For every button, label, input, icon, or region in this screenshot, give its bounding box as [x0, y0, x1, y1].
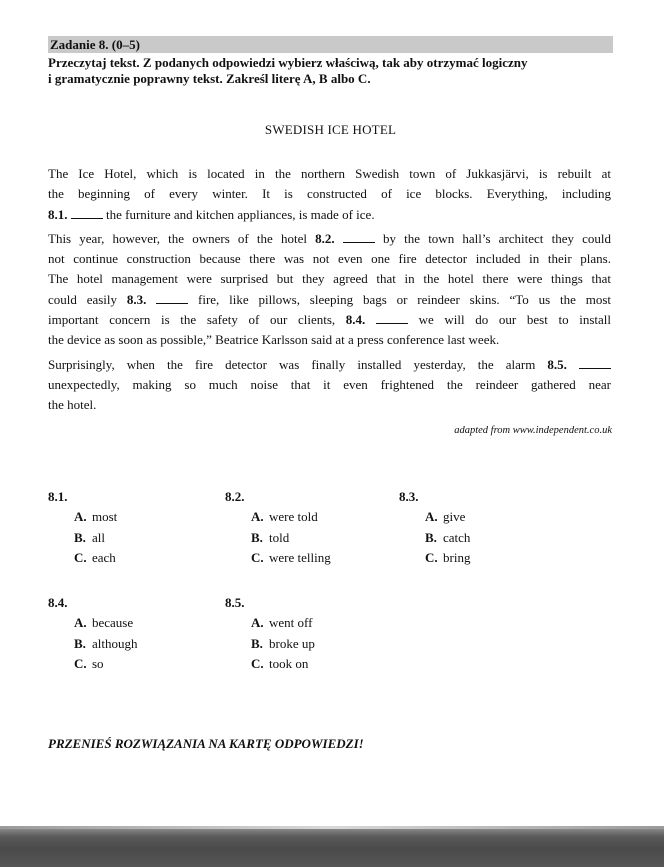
option-letter: C. [74, 550, 87, 565]
question-number: 8.1. [48, 489, 68, 504]
paragraph-1 [48, 164, 611, 225]
passage-line [48, 310, 611, 330]
paragraph-2 [48, 229, 611, 351]
answer-option[interactable] [425, 548, 470, 569]
passage-line [48, 205, 611, 225]
passage-line [48, 229, 611, 249]
question-8-4 [48, 593, 138, 675]
option-text: most [92, 509, 118, 524]
passage-line: The hotel management were surprised but they agreed that in the hotel there were things that [48, 271, 611, 287]
question-number: 8.3. [399, 489, 419, 504]
passage-line [48, 290, 611, 310]
option-letter: C. [251, 656, 264, 671]
answer-option[interactable] [425, 507, 470, 528]
answer-option[interactable] [74, 528, 117, 549]
answer-option[interactable] [251, 548, 331, 569]
gap-label: 8.5. [547, 356, 567, 372]
answer-blank [71, 207, 103, 219]
option-letter: B. [74, 635, 86, 651]
option-text: because [92, 615, 134, 630]
passage-line: the beginning of every winter. It is constructed of ice blocks. Everything, including [48, 186, 611, 202]
question-8-5 [225, 593, 315, 675]
option-letter: A. [74, 509, 87, 524]
passage-line: not continue construction because there was not even one fire detector included in their plans. [48, 251, 611, 267]
answer-blank [156, 292, 188, 304]
answer-option[interactable] [74, 507, 117, 528]
passage-line: The Ice Hotel, which is located in the northern Swedish town of Jukkasjärvi, is rebuilt at [48, 166, 611, 181]
question-number: 8.4. [48, 595, 68, 610]
passage-text: could easily [48, 291, 118, 307]
gap-label: 8.4. [345, 312, 366, 328]
passage-text: the furniture and kitchen appliances, is made of ice. [106, 206, 375, 222]
transfer-answers-note: PRZENIEŚ ROZWIĄZANIA NA KARTĘ ODPOWIEDZI! [48, 736, 364, 751]
answer-option[interactable] [251, 528, 331, 549]
question-number: 8.5. [225, 595, 245, 610]
answer-option[interactable] [251, 507, 331, 528]
question-8-1 [48, 487, 117, 569]
option-letter: B. [425, 529, 437, 545]
option-text: each [92, 550, 116, 565]
answer-blank [579, 357, 611, 369]
task-instructions [48, 55, 618, 87]
option-text: told [269, 529, 290, 545]
answer-option[interactable] [74, 548, 117, 569]
passage-line [48, 355, 611, 375]
answer-option[interactable] [251, 613, 315, 634]
option-text: give [443, 509, 466, 524]
option-text: bring [443, 550, 471, 565]
task-header-bar [48, 36, 613, 53]
answer-option[interactable] [425, 528, 470, 549]
answer-option[interactable] [251, 634, 315, 655]
option-letter: A. [425, 509, 438, 524]
passage-text: Surprisingly, when the fire detector was finally installed yesterday, the alarm [48, 356, 536, 372]
gap-label: 8.1. [48, 206, 68, 222]
gap-label: 8.3. [126, 291, 147, 307]
passage-text: we will do our best to install [418, 312, 612, 328]
paragraph-3 [48, 355, 611, 416]
option-letter: C. [425, 550, 438, 565]
instruction-line: i gramatycznie poprawny tekst. Zakreśl literę A, B albo C. [48, 71, 371, 86]
passage-line: unexpectedly, making so much noise that it even frightened the reindeer gathered near [48, 376, 611, 392]
instruction-line: Przeczytaj tekst. Z podanych odpowiedzi wybierz właściwą, tak aby otrzymać logiczny [48, 55, 528, 70]
answer-option[interactable] [74, 613, 138, 634]
passage-line: the device as soon as possible,” Beatrice Karlsson said at a press conference last week. [48, 332, 500, 348]
option-letter: B. [251, 635, 263, 651]
option-text: all [92, 529, 105, 545]
passage-title: SWEDISH ICE HOTEL [264, 122, 397, 137]
passage-text: This year, however, the owners of the hotel [48, 230, 307, 246]
option-text: took on [269, 656, 309, 671]
passage-line: the hotel. [48, 397, 97, 413]
answer-option[interactable] [74, 634, 138, 655]
option-letter: B. [74, 529, 86, 545]
passage-text: important concern is the safety of our clients, [48, 312, 336, 328]
answer-option[interactable] [74, 654, 138, 675]
question-number: 8.2. [225, 489, 245, 504]
option-text: were telling [269, 550, 331, 565]
question-8-2 [225, 487, 331, 569]
answer-option[interactable] [251, 654, 315, 675]
source-credit: adapted from www.independent.co.uk [454, 425, 612, 436]
answer-blank [343, 231, 375, 243]
reading-passage [48, 164, 611, 420]
option-text: so [92, 656, 104, 671]
option-letter: C. [74, 656, 87, 671]
option-letter: A. [251, 615, 264, 630]
option-letter: B. [251, 529, 263, 545]
option-letter: C. [251, 550, 264, 565]
answer-blank [376, 312, 408, 324]
option-text: broke up [269, 635, 315, 651]
option-text: although [92, 635, 138, 651]
option-text: went off [269, 615, 313, 630]
gap-label: 8.2. [315, 230, 335, 246]
passage-text: fire, like pillows, sleeping bags or reindeer skins. “To us the most [198, 291, 611, 307]
question-8-3 [399, 487, 470, 569]
option-letter: A. [74, 615, 87, 630]
option-text: catch [443, 529, 471, 545]
task-header: Zadanie 8. (0–5) [50, 37, 140, 52]
viewer-bottom-bar [0, 826, 664, 867]
passage-text: by the town hall’s architect they could [382, 230, 612, 246]
option-text: were told [269, 509, 318, 524]
option-letter: A. [251, 509, 264, 524]
